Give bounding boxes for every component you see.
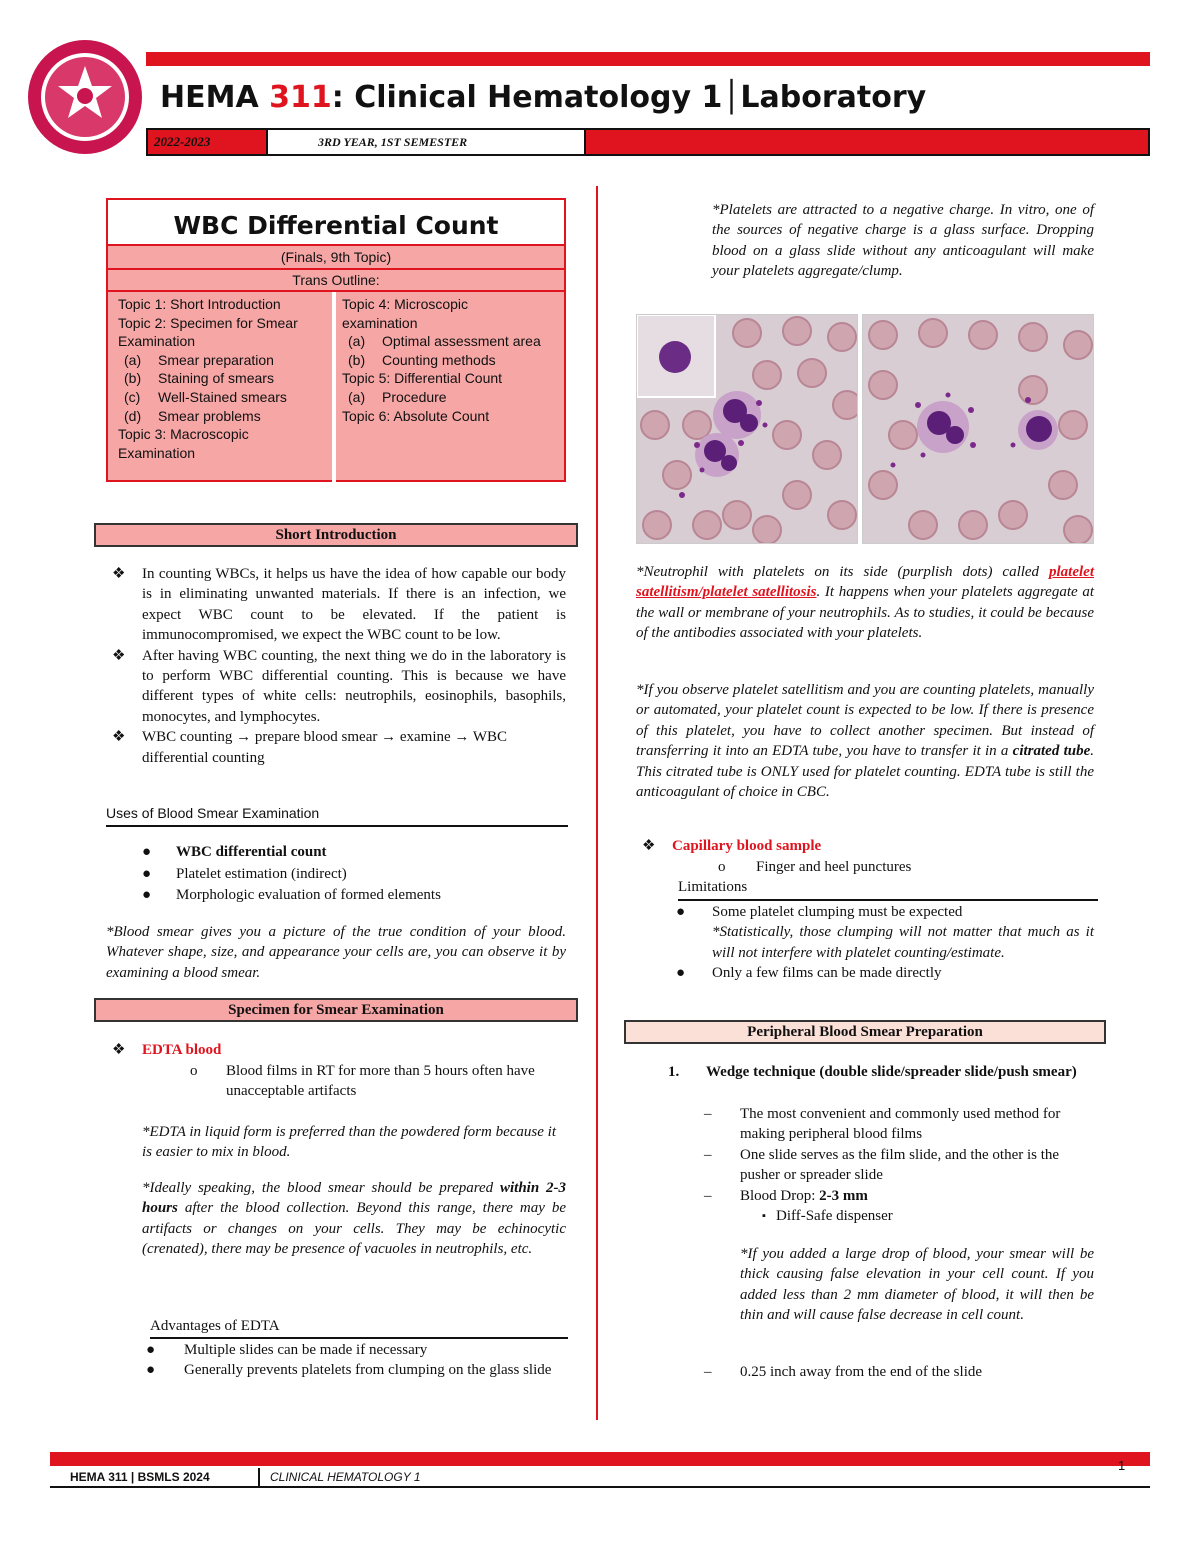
wedge-detail: – One slide serves as the film slide, and the other is the pusher or spreader slide: [704, 1146, 1060, 1184]
diamond-bullet-icon: ❖: [112, 1042, 126, 1058]
outline-label: Trans Outline:: [108, 270, 564, 292]
platelet-satellitism-image-2: [862, 314, 1094, 544]
footer-left: HEMA 311 | BSMLS 2024: [70, 1470, 210, 1484]
advantage-item: ● Multiple slides can be made if necessary: [146, 1342, 428, 1358]
header-strip: [146, 128, 1150, 156]
uses-item: ● Morphologic evaluation of formed elements: [142, 887, 441, 903]
diamond-bullet-icon: ❖: [112, 729, 126, 746]
course-code: HEMA: [160, 80, 259, 115]
limitation-item: ● Only a few films can be made directly: [676, 965, 942, 982]
diamond-bullet-icon: ❖: [642, 838, 656, 854]
footer-bar: [50, 1452, 1150, 1466]
outline-subitem: (b) Staining of smears: [124, 370, 274, 387]
outline-item: Topic 5: Differential Count: [342, 370, 503, 387]
course-title: : Clinical Hematology 1│Laboratory: [331, 80, 927, 115]
section-header-peripheral-smear: Peripheral Blood Smear Preparation: [624, 1020, 1106, 1044]
outline-subitem: (a) Optimal assessment area: [348, 333, 541, 350]
page-title: [160, 80, 926, 115]
footer-separator: [258, 1468, 260, 1486]
footer-line: [50, 1486, 1150, 1488]
section-header-short-introduction: Short Introduction: [94, 523, 578, 547]
satellitism-caption: *Neutrophil with platelets on its side (purplish dots) called platelet satellitism/platelet satellitosis. It happens when your platelets aggregate at the wall or membrane of your neutrophils. As to studies, it could be because of the antibodies associated with your platelets.: [636, 564, 1094, 642]
wedge-technique: 1. Wedge technique (double slide/spreader slide/push smear): [668, 1064, 1077, 1080]
wedge-detail: – The most convenient and commonly used method for making peripheral blood films: [704, 1106, 1061, 1143]
diamond-bullet-icon: ❖: [112, 566, 126, 582]
uses-item: ● WBC differential count: [142, 844, 327, 860]
uses-item: ● Platelet estimation (indirect): [142, 865, 347, 882]
outline-subitem: (d) Smear problems: [124, 407, 261, 424]
topic-title: WBC Differential Count: [108, 200, 564, 246]
outline-right-column: [336, 292, 564, 482]
edta-note-1: *EDTA in liquid form is preferred than the powdered form because it is easier to mix in blood.: [142, 1124, 556, 1161]
platelet-note: *Platelets are attracted to a negative charge. In vitro, one of the sources of negative charge is a glass surface. Dropping blood on a glass slide without any anticoagulant will make your platelets aggregate/clump.: [712, 202, 1094, 280]
outline-item: Topic 2: Specimen for Smear Examination: [118, 314, 298, 350]
edta-bullet: ❖ EDTA blood: [106, 1040, 566, 1060]
outline-subitem: (b) Counting methods: [348, 351, 496, 368]
platelet-satellitism-image-1: [636, 314, 858, 544]
advantages-label: Advantages of EDTA: [150, 1316, 568, 1339]
satellitism-observation-note: *If you observe platelet satellitism and you are counting platelets, manually or automated, your platelet count is expected to be low. If there is presence of this platelet, you have to collect another specimen. But instead of transferring it into an EDTA tube, you have to transfer it in a citrated tube. This citrated tube is ONLY used for platelet counting. EDTA tube is still the anticoagulant of choice in CBC.: [636, 682, 1094, 801]
school-year: 2022-2023: [148, 130, 266, 154]
intro-bullet: ❖ In counting WBCs, it helps us have the idea of how capable our body is in eliminating unwanted materials. If there is an infection, we expect WBC count to be elevated. If the patient is immunocompromised, we expect the WBC count to be low.: [112, 566, 566, 644]
outline-item: Topic 1: Short Introduction: [118, 296, 281, 312]
wedge-details: [704, 1104, 1094, 1226]
header-top-bar: [146, 52, 1150, 66]
intro-bullet: ❖ WBC counting → prepare blood smear → examine → WBC differential counting: [112, 729, 508, 766]
limitation-item: ● Some platelet clumping must be expected: [676, 904, 963, 920]
limitations-label: Limitations: [678, 877, 1098, 901]
university-seal: [26, 38, 144, 156]
outline-item: Topic 4: Microscopic examination: [342, 296, 469, 331]
course-number: 311: [269, 80, 332, 115]
capillary-bullet: ❖ Capillary blood sample: [636, 836, 1094, 856]
outline-subitem: (a) Smear preparation: [124, 351, 274, 368]
topic-outline-box: [106, 198, 566, 482]
limitations-list: [676, 902, 1094, 984]
wedge-subdetail: ▪ Diff-Safe dispenser: [762, 1208, 893, 1225]
diamond-bullet-icon: ❖: [112, 647, 126, 664]
capillary-sub: o Finger and heel punctures: [718, 859, 912, 875]
advantages-list: [142, 1340, 566, 1381]
year-level: 3RD YEAR, 1ST SEMESTER: [266, 130, 586, 154]
outline-subitem: (a) Procedure: [348, 388, 447, 405]
uses-list: [106, 842, 566, 907]
advantage-item: ● Generally prevents platelets from clumping on the glass slide: [146, 1362, 552, 1379]
uses-label: Uses of Blood Smear Examination: [106, 803, 568, 827]
outline-subitem: (c) Well-Stained smears: [124, 388, 287, 405]
edta-sub: o Blood films in RT for more than 5 hours often have unacceptable artifacts: [190, 1063, 535, 1100]
edta-note-2: *Ideally speaking, the blood smear should be prepared within 2-3 hours after the blood collection. Beyond this range, there may be artifacts or changes on your cells. They may be echinocytic (crenated), there may be presence of vacuoles in neutrophils, etc.: [142, 1180, 566, 1258]
intro-bullets: [106, 564, 566, 768]
blood-drop-note: *If you added a large drop of blood, your smear will be thick causing false elevation in your cell count. If you added less than 2 mm diameter of blood, it will then be thin and will cause false decrease in cell count.: [740, 1246, 1094, 1324]
limitation-note: *Statistically, those clumping will not matter that much as it will not interfere with platelet counting/estimate.: [712, 924, 1094, 961]
outline-item: Topic 3: Macroscopic Examination: [118, 426, 249, 461]
section-header-specimen: Specimen for Smear Examination: [94, 998, 578, 1022]
header-strip-fill: [586, 130, 1148, 154]
wedge-detail-distance: – 0.25 inch away from the end of the slide: [704, 1364, 983, 1380]
outline-item: Topic 6: Absolute Count: [342, 407, 490, 424]
footer-right: CLINICAL HEMATOLOGY 1: [270, 1470, 421, 1484]
intro-bullet: ❖ After having WBC counting, the next thing we do in the laboratory is to perform WBC differential counting. This is because we have different types of white cells: neutrophils, eosinophils, basophils, monocytes, and lymphocytes.: [112, 647, 566, 725]
topic-subtitle: (Finals, 9th Topic): [108, 246, 564, 270]
outline-left-column: [108, 292, 336, 482]
smear-note: *Blood smear gives you a picture of the true condition of your blood. Whatever shape, size, and appearance your cells are, you can observe it by examining a blood smear.: [106, 924, 566, 981]
page-number: 1: [1118, 1458, 1126, 1473]
column-divider: [596, 186, 598, 1420]
wedge-detail: – Blood Drop: 2-3 mm: [704, 1187, 868, 1204]
